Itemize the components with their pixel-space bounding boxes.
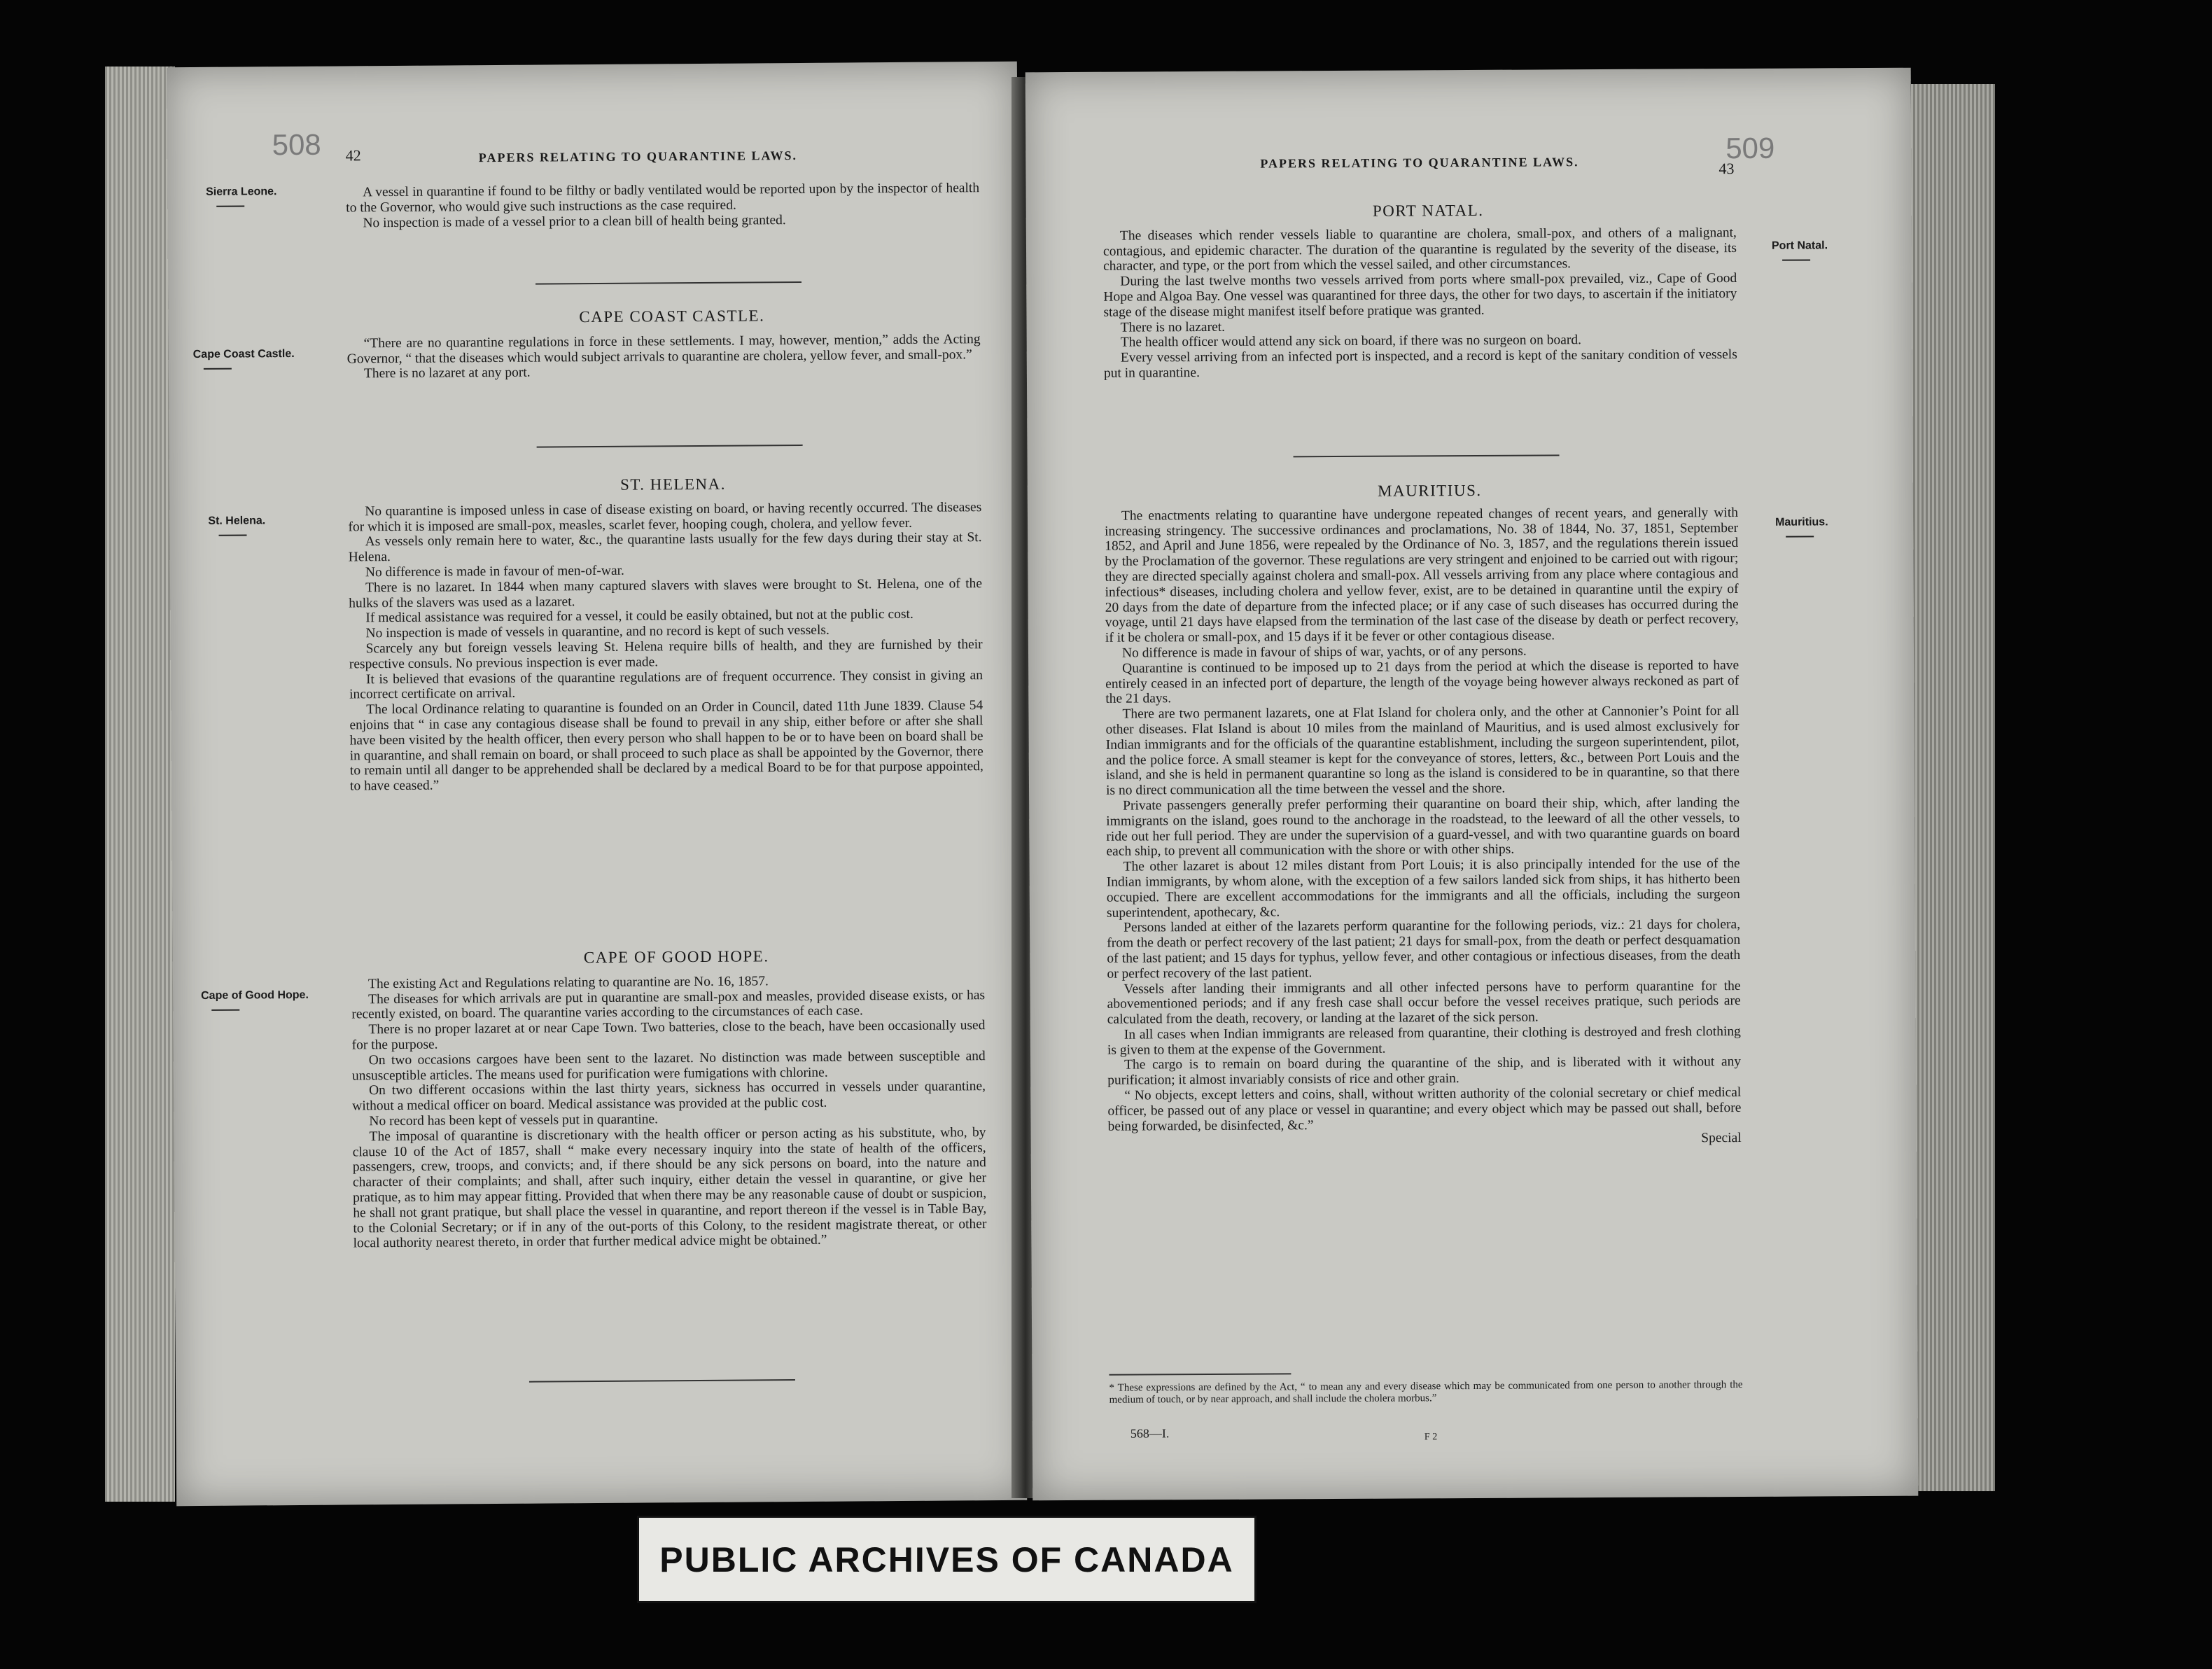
- paragraph: No inspection is made of vessels in quarantine, and no record is kept of such vessels.: [365, 622, 830, 641]
- section-divider: [537, 445, 803, 448]
- paragraph: There are two permanent lazarets, one at Flat Island for cholera only, and the other at Cannonier’s Point for all other diseases. Flat Island is about 10 miles from the mainland of Mauritius, and is used almost exclusively for Indian immigrants and for the officials of the quarantine establishment, including the surgeon superintendent, pilot, and the police force. A small steamer is kept for the conveyance of stores, letters, &c., between Port Louis and the island, and she is held in permanent quarantine so long as the island is considered to be in quarantine, so that there is no direct communication all the time between the vessel and the shore.: [1105, 704, 1740, 798]
- paragraph: On two occasions cargoes have been sent to the lazaret. No distinction was made between susceptible and unsusceptible articles. The means used for purification were fumigations with chlorine.: [351, 1048, 986, 1084]
- left-page-number: 42: [345, 146, 361, 165]
- left-folio-number: 508: [272, 127, 321, 162]
- catchword: Special: [1701, 1131, 1742, 1146]
- paragraph: Private passengers generally prefer performing their quarantine on board their ship, which, after landing the immigrants on the island, goes round to the anchorage in the roadstead, to the leeward of all the other vessels, to ride out her full period. They are under the supervision of a guard-vessel, and with two quarantine guards on board each ship, to prevent all communication with the shore or with other ships.: [1106, 795, 1740, 860]
- printer-signature: 568—I.: [1130, 1426, 1170, 1441]
- paragraph: There is no lazaret.: [1120, 319, 1226, 335]
- paragraph: The imposal of quarantine is discretionary with the health officer or person acting as his substitute, who, by clause 10 of the Act of 1857, shall “ make every necessary inquiry into the state of health of the officers, passengers, crew, troops, and convicts; and, if there should be any sick persons on board, into the nature and character of their complaints; and shall, after such inquiry, either detain the vessel in quarantine, or give her pratique, as to him may appear fitting. Provided that when there may be any reasonable cause of doubt or suspicion, he shall not grant pratique, but shall place the vessel in quarantine, and report thereon if the vessel is in Table Bay, to the Colonial Secretary; or if in any of the out-ports of this Colony, to the resident magistrate thereat, or other local authority nearest thereto, in order that further medical advice might be obtained.”: [352, 1124, 987, 1251]
- paragraph: On two different occasions within the last thirty years, sickness has occurred in vessels under quarantine, without a medical officer on board. Medical assistance was provided at the public cost.: [352, 1079, 986, 1114]
- footnote-rule: [1109, 1373, 1291, 1375]
- paragraph: The existing Act and Regulations relating to quarantine are No. 16, 1857.: [368, 974, 769, 992]
- paragraph: If medical assistance was required for a vessel, it could be easily obtained, but not at the public cost.: [365, 607, 913, 626]
- sheet-mark: F 2: [1424, 1432, 1438, 1443]
- heading-st-helena: ST. HELENA.: [620, 475, 727, 494]
- right-page: [1026, 68, 1919, 1501]
- section-divider: [1294, 454, 1560, 457]
- side-label-sierra-leone: Sierra Leone.: [206, 186, 277, 207]
- paragraph: The health officer would attend any sick on board, if there was no surgeon on board.: [1120, 333, 1582, 350]
- paragraph: A vessel in quarantine if found to be filthy or badly ventilated would be reported upon by the inspector of health to the Governor, who would give such instructions as the case required.: [346, 181, 980, 216]
- side-label-cape-of-good-hope: Cape of Good Hope.: [201, 989, 309, 1011]
- paragraph: No difference is made in favour of ships of war, yachts, or of any persons.: [1121, 643, 1527, 661]
- paragraph: Every vessel arriving from an infected port is inspected, and a record is kept of the sanitary condition of vessels put in quarantine.: [1103, 347, 1737, 381]
- right-running-head: PAPERS RELATING TO QUARANTINE LAWS.: [1260, 155, 1579, 171]
- paragraph: “There are no quarantine regulations in force in these settlements. I may, however, mention,” adds the Acting Governor, “ that the diseases which would subject arrivals to quarantine are cholera, yellow fever, and small-pox.”: [346, 331, 981, 367]
- paragraph: The other lazaret is about 12 miles distant from Port Louis; it is also principally intended for the use of the Indian immigrants, by whom alone, with the exception of a few sailors landed sick from ships, it has hitherto been occupied. There are excellent accommodations for the immigrants and all the officials, including the surgeon superintendent, apothecary, &c.: [1106, 856, 1740, 921]
- side-label-st-helena: St. Helena.: [208, 515, 265, 536]
- paragraph: No inspection is made of a vessel prior to a clean bill of health being granted.: [363, 212, 786, 230]
- paragraph: There is no lazaret. In 1844 when many captured slavers with slaves were brought to St. Helena, one of the hulks of the slavers was used as a lazaret.: [349, 575, 983, 611]
- right-page-number: 43: [1718, 160, 1735, 178]
- paragraph: The cargo is to remain on board during the quarantine of the ship, and is liberated with it without any purification; it almost invariably consists of rice and other grain.: [1107, 1054, 1742, 1089]
- left-page: [167, 62, 1027, 1506]
- heading-mauritius: MAURITIUS.: [1377, 481, 1482, 500]
- right-folio-number: 509: [1726, 131, 1775, 165]
- paragraph: No difference is made in favour of men-of-war.: [365, 563, 624, 580]
- paragraph: As vessels only remain here to water, &c., the quarantine lasts usually for the few days during their stay at St. Helena.: [348, 530, 982, 565]
- heading-cape-coast-castle: CAPE COAST CASTLE.: [579, 307, 765, 326]
- paragraph: During the last twelve months two vessels arrived from ports where small-pox prevailed, viz., Cape of Good Hope and Algoa Bay. One vessel was quarantined for three days, the other for two days, to ascertain if the initiatory stage of the disease might manifest itself before pratique was granted.: [1103, 271, 1737, 320]
- paragraph: It is believed that evasions of the quarantine regulations are of frequent occurrence. They consist in giving an incorrect certificate on arrival.: [349, 667, 983, 702]
- paragraph: Scarcely any but foreign vessels leaving St. Helena require bills of health, and they are furnished by their respective consuls. No previous inspection is ever made.: [349, 637, 983, 672]
- paragraph: “ No objects, except letters and coins, shall, without written authority of the colonial secretary or chief medical officer, be passed out of any place or vessel in quarantine; and every object which may be passed out shall, before being forwarded, be disinfected, &c.”: [1107, 1085, 1742, 1134]
- paragraph: The local Ordinance relating to quarantine is founded on an Order in Council, dated 11th June 1839. Clause 54 enjoins that “ in case any contagious disease shall be found to prevail in any ship, either before or after she shall have been visited by the health officer, then every person who shall happen to be or to have been on board shall be in quarantine, and shall remain on board, or shall proceed to such place as shall be appointed by the Governor, there to remain until all danger to be apprehended shall be declared by a medical Board to be for that purpose appointed, to have ceased.”: [349, 698, 983, 794]
- section-st-helena: [348, 475, 983, 794]
- left-page-edges: [105, 67, 175, 1502]
- archive-stamp: [637, 1516, 1256, 1603]
- paragraph: The diseases which render vessels liable to quarantine are cholera, small-pox, and others of a malignant, contagious, and epidemic character. The duration of the quarantine is regulated by the severity of the disease, its character, and type, or the port from which the vessel sailed, and other circumstances.: [1102, 225, 1737, 274]
- archive-stamp-text: PUBLIC ARCHIVES OF CANADA: [659, 1539, 1234, 1579]
- side-label-cape-coast-castle: Cape Coast Castle.: [193, 348, 295, 370]
- paragraph: There is no proper lazaret at or near Cape Town. Two batteries, close to the beach, have been occasionally used for the purpose.: [351, 1018, 986, 1053]
- paragraph: Vessels after landing their immigrants and all other infected persons have to perform quarantine for the abovementioned periods; and if any fresh case shall occur before the vessel receives pratique, such periods are calculated from the death, recovery, or landing at the lazaret of the sick person.: [1107, 978, 1741, 1027]
- section-mauritius: [1105, 482, 1742, 1150]
- right-page-edges: [1911, 84, 1995, 1491]
- paragraph: No quarantine is imposed unless in case of disease existing on board, or having recently occurred. The diseases for which it is imposed are small-pox, measles, scarlet fever, hooping cough, cholera, and yellow fever.: [348, 499, 982, 535]
- section-divider: [536, 281, 802, 285]
- heading-cape-of-good-hope: CAPE OF GOOD HOPE.: [583, 947, 769, 967]
- side-label-port-natal: Port Natal.: [1772, 239, 1828, 260]
- section-port-natal: [1103, 202, 1737, 382]
- paragraph: There is no lazaret at any port.: [363, 365, 531, 382]
- paragraph: Persons landed at either of the lazarets perform quarantine for the following periods, viz.: 21 days for cholera, from the death or perfect recovery of the last patient; 21 days for small-pox, from the death or perfect desquamation of the last patient; and 15 days for typhus, yellow fever, and other contagious or infectious diseases, from the death or perfect recovery of the last patient.: [1107, 917, 1741, 982]
- left-running-head: PAPERS RELATING TO QUARANTINE LAWS.: [478, 148, 798, 165]
- paragraph: No record has been kept of vessels put in quarantine.: [369, 1112, 659, 1129]
- footnote: * These expressions are defined by the Act, “ to mean any and every disease which may be communicated from one person to another through the medium of touch, or by near approach, and shall include the cholera morbus.”: [1109, 1378, 1743, 1406]
- paragraph: Quarantine is continued to be imposed up to 21 days from the period at which the disease is reported to have entirely ceased in an infected port of departure, the length of the voyage being however always reckoned as part of the 21 days.: [1105, 657, 1740, 707]
- side-label-mauritius: Mauritius.: [1775, 516, 1828, 537]
- paragraph: The enactments relating to quarantine have undergone repeated changes of recent years, and generally with increasing stringency. The successive ordinances and proclamations, No. 38 of 1844, No. 37, 1851, September 1852, and April and June 1856, were repealed by the Ordinance of No. 3, 1857, and the regulations therein issued by the Proclamation of the governor. These regulations are very stringent and enjoined to be carried out with rigour; they are directed specially against cholera and small-pox. All vessels arriving from any place where contagious and infectious* diseases, including cholera and yellow fever, exist, are to be detained in quarantine until the expiry of 20 days from the date of departure from the infected place; or if any case of such diseases has occurred during the voyage, until 21 days have elapsed from the termination of the last case of the disease by death or perfect recovery, if it be cholera or small-pox, and 15 days if it be fever or other contagious disease.: [1105, 505, 1739, 645]
- section-sierra-leone: [346, 181, 979, 231]
- section-cape-of-good-hope: [351, 947, 987, 1251]
- paragraph: The diseases for which arrivals are put in quarantine are small-pox and measles, provided disease exists, or has recently existed, on board. The quarantine varies according to the circumstances of each case.: [351, 987, 986, 1022]
- section-cape-coast-castle: [346, 307, 981, 382]
- paragraph: In all cases when Indian immigrants are released from quarantine, their clothing is destroyed and fresh clothing is given to them at the expense of the Government.: [1107, 1024, 1741, 1058]
- section-divider: [529, 1379, 795, 1383]
- heading-port-natal: PORT NATAL.: [1372, 201, 1484, 220]
